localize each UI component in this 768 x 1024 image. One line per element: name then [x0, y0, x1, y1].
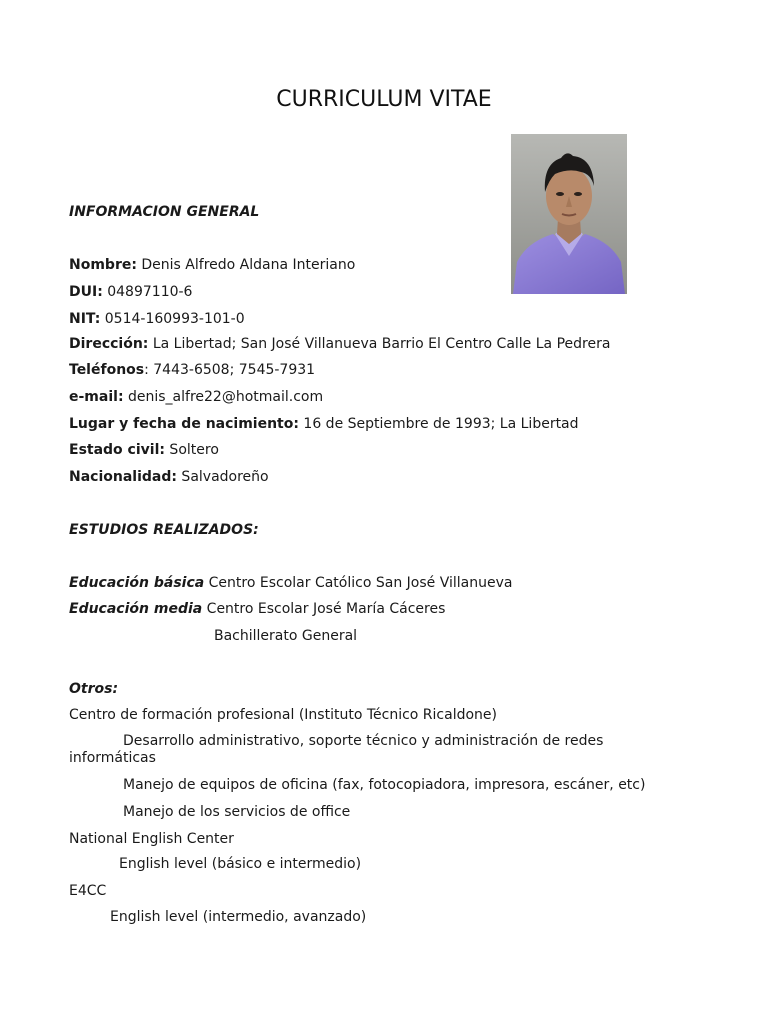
section-heading-studies: ESTUDIOS REALIZADOS: [69, 522, 259, 538]
others-item: English level (intermedio, avanzado) [110, 909, 367, 925]
section-heading-others: Otros: [69, 681, 119, 697]
field-value: 04897110-6 [102, 284, 193, 300]
field-value: Denis Alfredo Aldana Interiano [136, 257, 356, 273]
document-title: CURRICULUM VITAE [276, 87, 492, 112]
field-label: Nombre: [69, 257, 137, 273]
field-label: Nacionalidad: [69, 469, 177, 485]
study-label: Educación básica [69, 575, 205, 591]
field-value: 0514-160993-101-0 [100, 311, 245, 327]
field-value: Salvadoreño [176, 469, 269, 485]
others-item: National English Center [69, 831, 234, 847]
others-item: Desarrollo administrativo, soporte técnico y administración de redes informáticas [69, 733, 604, 766]
field-estado-civil [69, 441, 219, 459]
field-nombre [69, 256, 355, 274]
others-item: English level (básico e intermedio) [119, 856, 362, 872]
field-direccion [69, 335, 610, 353]
study-label: Educación media [69, 601, 203, 617]
field-label: Estado civil: [69, 442, 165, 458]
field-value: : 7443-6508; 7545-7931 [144, 362, 316, 378]
field-label: DUI: [69, 284, 103, 300]
field-nacionalidad [69, 468, 269, 486]
field-value: 16 de Septiembre de 1993; La Libertad [298, 416, 579, 432]
study-basic [69, 574, 512, 592]
field-dui [69, 283, 192, 301]
field-telefonos [69, 361, 315, 379]
others-item: Manejo de equipos de oficina (fax, fotocopiadora, impresora, escáner, etc) [123, 777, 646, 793]
field-nacimiento [69, 415, 579, 433]
field-value: denis_alfre22@hotmail.com [123, 389, 324, 405]
others-item: Manejo de los servicios de office [123, 804, 351, 820]
field-label: Teléfonos [69, 362, 145, 378]
field-value: La Libertad; San José Villanueva Barrio El Centro Calle La Pedrera [148, 336, 611, 352]
field-label: Dirección: [69, 336, 149, 352]
study-value: Centro Escolar José María Cáceres [202, 601, 446, 617]
profile-photo-image [511, 134, 627, 294]
field-label: Lugar y fecha de nacimiento: [69, 416, 299, 432]
study-value: Centro Escolar Católico San José Villanueva [204, 575, 513, 591]
field-label: e-mail: [69, 389, 124, 405]
section-heading-general: INFORMACION GENERAL [69, 204, 260, 220]
field-email [69, 388, 323, 406]
study-media [69, 600, 445, 618]
others-item: E4CC [69, 883, 107, 899]
field-nit [69, 310, 245, 328]
field-label: NIT: [69, 311, 101, 327]
field-value: Soltero [164, 442, 219, 458]
study-media-sub: Bachillerato General [214, 628, 358, 644]
others-item: Centro de formación profesional (Instituto Técnico Ricaldone) [69, 707, 497, 723]
profile-photo [511, 134, 627, 294]
